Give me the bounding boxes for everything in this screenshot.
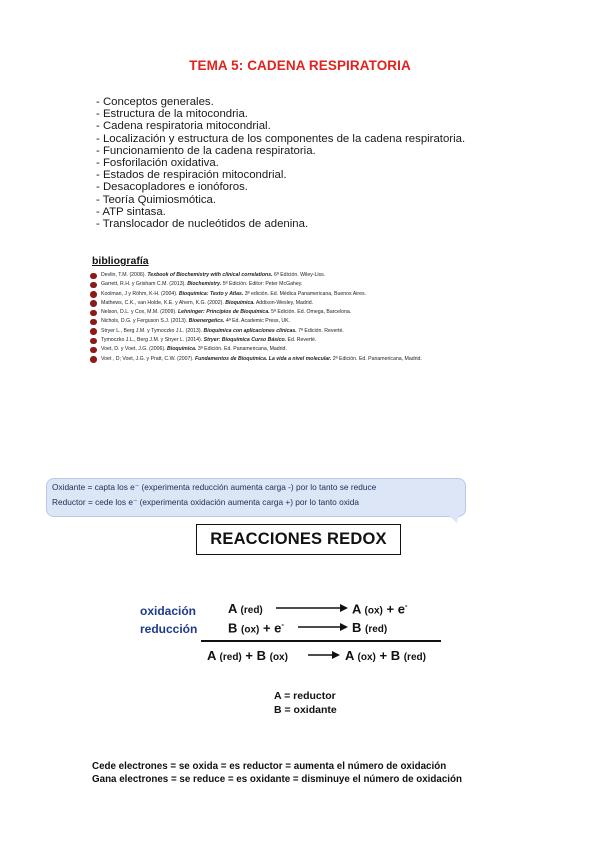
- state-ox: (ox): [364, 605, 383, 617]
- entry-publisher: 3ª edición. Ed. Médica Panamericana, Buenos Aires.: [243, 290, 367, 297]
- species-b: B: [390, 648, 401, 663]
- entry-authors: Stryer L., Berg J.M. y Tymoczko J.L. (2013).: [101, 327, 204, 334]
- bullet-icon: [90, 338, 97, 345]
- electron-charge: -: [404, 601, 408, 610]
- species-b: B: [256, 648, 266, 663]
- entry-authors: Tymoczko J.L., Berg J.M. y Stryer L. (2014).: [101, 337, 204, 344]
- bullet-icon: [90, 356, 97, 363]
- bibliography-entry: [90, 299, 422, 308]
- entry-publisher: 4ª Ed. Academic Press, UK.: [224, 318, 291, 325]
- topic-item: - Cadena respiratoria mitocondrial.: [96, 120, 271, 133]
- topic-item: - Estados de respiración mitocondrial.: [96, 169, 287, 182]
- plus-sign: +: [375, 648, 391, 663]
- redox-heading: REACCIONES REDOX: [196, 524, 401, 555]
- bibliography-heading: bibliografía: [92, 255, 149, 267]
- bullet-icon: [90, 319, 97, 326]
- bullet-icon: [90, 328, 97, 335]
- entry-publisher: 5ª Edición. Ed. Omega, Barcelona.: [269, 309, 352, 316]
- topic-item: - Translocador de nucleótidos de adenina.: [96, 218, 309, 231]
- entry-authors: Koolman, J y Röhm, K-H. (2004).: [101, 290, 179, 297]
- entry-title: Bioquímica.: [167, 346, 197, 353]
- reduction-product: [352, 620, 387, 635]
- callout-tail: [447, 514, 459, 523]
- entry-publisher: 6ª Edición. Wiley-Liss.: [272, 272, 326, 278]
- entry-publisher: Addison-Wesley, Madrid.: [254, 299, 314, 306]
- oxidant-definition: Oxidante = capta los e⁻ (experimenta reducción aumenta carga -) por lo tanto se reduce: [52, 482, 377, 492]
- arrow-right-icon: [276, 603, 348, 613]
- bibliography-entry: [90, 355, 422, 364]
- topic-item: - Fosforilación oxidativa.: [96, 157, 219, 170]
- topic-item: - Localización y estructura de los componentes de la cadena respiratoria.: [96, 132, 466, 145]
- bibliography-entry: [90, 317, 422, 326]
- topic-item: - ATP sintasa.: [96, 205, 166, 218]
- entry-authors: Nelson, D.L. y Cox, M.M. (2009).: [101, 309, 178, 316]
- electron-term: + e: [259, 620, 282, 636]
- entry-authors: Garrett, R.H. y Grisham C.M. (2013).: [101, 281, 188, 288]
- arrow-right-icon: [298, 622, 348, 632]
- bibliography-entry: [90, 336, 422, 345]
- bullet-icon: [90, 273, 97, 280]
- entry-authors: Voet , D; Voet, J.G. y Pratt, C.W. (2007).: [101, 355, 195, 362]
- state-red: (red): [219, 652, 242, 663]
- entry-authors: Nichols, D.G. y Ferguson S.J. (2013).: [101, 318, 189, 325]
- entry-authors: Voet, D. y Voet, J.G. (2006).: [101, 346, 168, 353]
- entry-authors: Mathews, C.K., van Holde, K.E. y Ahern, K.G. (2002).: [101, 299, 226, 306]
- plus-sign: +: [241, 648, 257, 663]
- topic-item: - Teoría Quimiosmótica.: [96, 193, 217, 206]
- species-a: A: [352, 601, 361, 617]
- topic-item: - Funcionamiento de la cadena respiratoria.: [96, 144, 316, 157]
- entry-publisher: 7ª Edición. Reverté.: [296, 327, 344, 334]
- overall-reactants: [207, 648, 288, 663]
- state-red: (red): [403, 652, 426, 663]
- bibliography-entry: [90, 280, 422, 289]
- page-title: TEMA 5: CADENA RESPIRATORIA: [189, 58, 411, 73]
- legend-reductor: A = reductor: [274, 690, 336, 702]
- electron-term: + e: [382, 601, 405, 617]
- species-b: B: [228, 620, 238, 636]
- topic-item: - Conceptos generales.: [96, 96, 214, 108]
- bibliography-list: [90, 271, 422, 364]
- entry-title: Biochemistry.: [187, 281, 222, 288]
- bullet-icon: [90, 347, 97, 354]
- sum-divider: [201, 640, 441, 642]
- entry-title: Fundamentos de Bioquímica. La vida a nivel molecular.: [195, 355, 332, 362]
- entry-publisher: 2ª Edición. Ed. Panamericana, Madrid.: [331, 355, 422, 362]
- oxidation-product: [352, 601, 408, 616]
- bullet-icon: [90, 310, 97, 317]
- state-red: (red): [240, 605, 263, 616]
- entry-authors: Devlin, T.M. (2006).: [101, 272, 148, 278]
- entry-title: Texbook of Biochemistry with clinical correlations.: [147, 272, 273, 278]
- state-ox: (ox): [241, 624, 260, 636]
- oxidation-label: oxidación: [140, 604, 197, 618]
- electron-charge: -: [281, 620, 285, 629]
- arrow-right-icon: [308, 650, 340, 660]
- reduction-reactant: [228, 620, 284, 635]
- bibliography-entry: [90, 290, 422, 299]
- entry-title: Stryer: Bioquímica Curso Básico.: [203, 337, 287, 344]
- summary-oxidation: Cede electrones = se oxida = es reductor = aumenta el número de oxidación: [92, 761, 447, 772]
- entry-title: Lehninger: Principios de Bioquímica.: [177, 309, 270, 316]
- entry-publisher: Ed. Reverté.: [286, 337, 317, 344]
- state-ox: (ox): [357, 652, 376, 663]
- bullet-icon: [90, 300, 97, 307]
- species-a: A: [345, 648, 354, 663]
- entry-title: Bioenergetics.: [188, 318, 225, 325]
- topics-list: [96, 96, 465, 230]
- bibliography-entry: [90, 345, 422, 354]
- state-red: (red): [365, 624, 388, 635]
- reductant-definition: Reductor = cede los e⁻ (experimenta oxidación aumenta carga +) por lo tanto oxida: [52, 497, 359, 507]
- entry-title: Bioquímica: Texto y Atlas.: [178, 290, 244, 297]
- species-b: B: [352, 620, 362, 635]
- bullet-icon: [90, 282, 97, 289]
- topic-item: - Desacopladores e ionóforos.: [96, 181, 248, 194]
- topic-item: - Estructura de la mitocondria.: [96, 108, 248, 121]
- bullet-icon: [90, 291, 97, 298]
- entry-title: Bioquímica.: [225, 299, 255, 306]
- entry-title: Bioquímica con aplicaciones clínicas.: [203, 327, 297, 334]
- entry-publisher: 5ª Edición. Editor: Peter McGahey.: [221, 281, 303, 288]
- legend-oxidante: B = oxidante: [274, 704, 337, 716]
- bibliography-entry: [90, 327, 422, 336]
- oxidation-reactant: [228, 601, 263, 616]
- summary-reduction: Gana electrones = se reduce = es oxidante = disminuye el número de oxidación: [92, 774, 462, 785]
- overall-products: [345, 648, 426, 663]
- species-a: A: [207, 648, 216, 663]
- entry-publisher: 3ª Edición. Ed. Panamericana, Madrid.: [196, 346, 287, 353]
- reduction-label: reducción: [140, 622, 198, 636]
- species-a: A: [228, 601, 237, 616]
- bibliography-entry: [90, 271, 422, 280]
- state-ox: (ox): [269, 652, 288, 663]
- bibliography-entry: [90, 308, 422, 317]
